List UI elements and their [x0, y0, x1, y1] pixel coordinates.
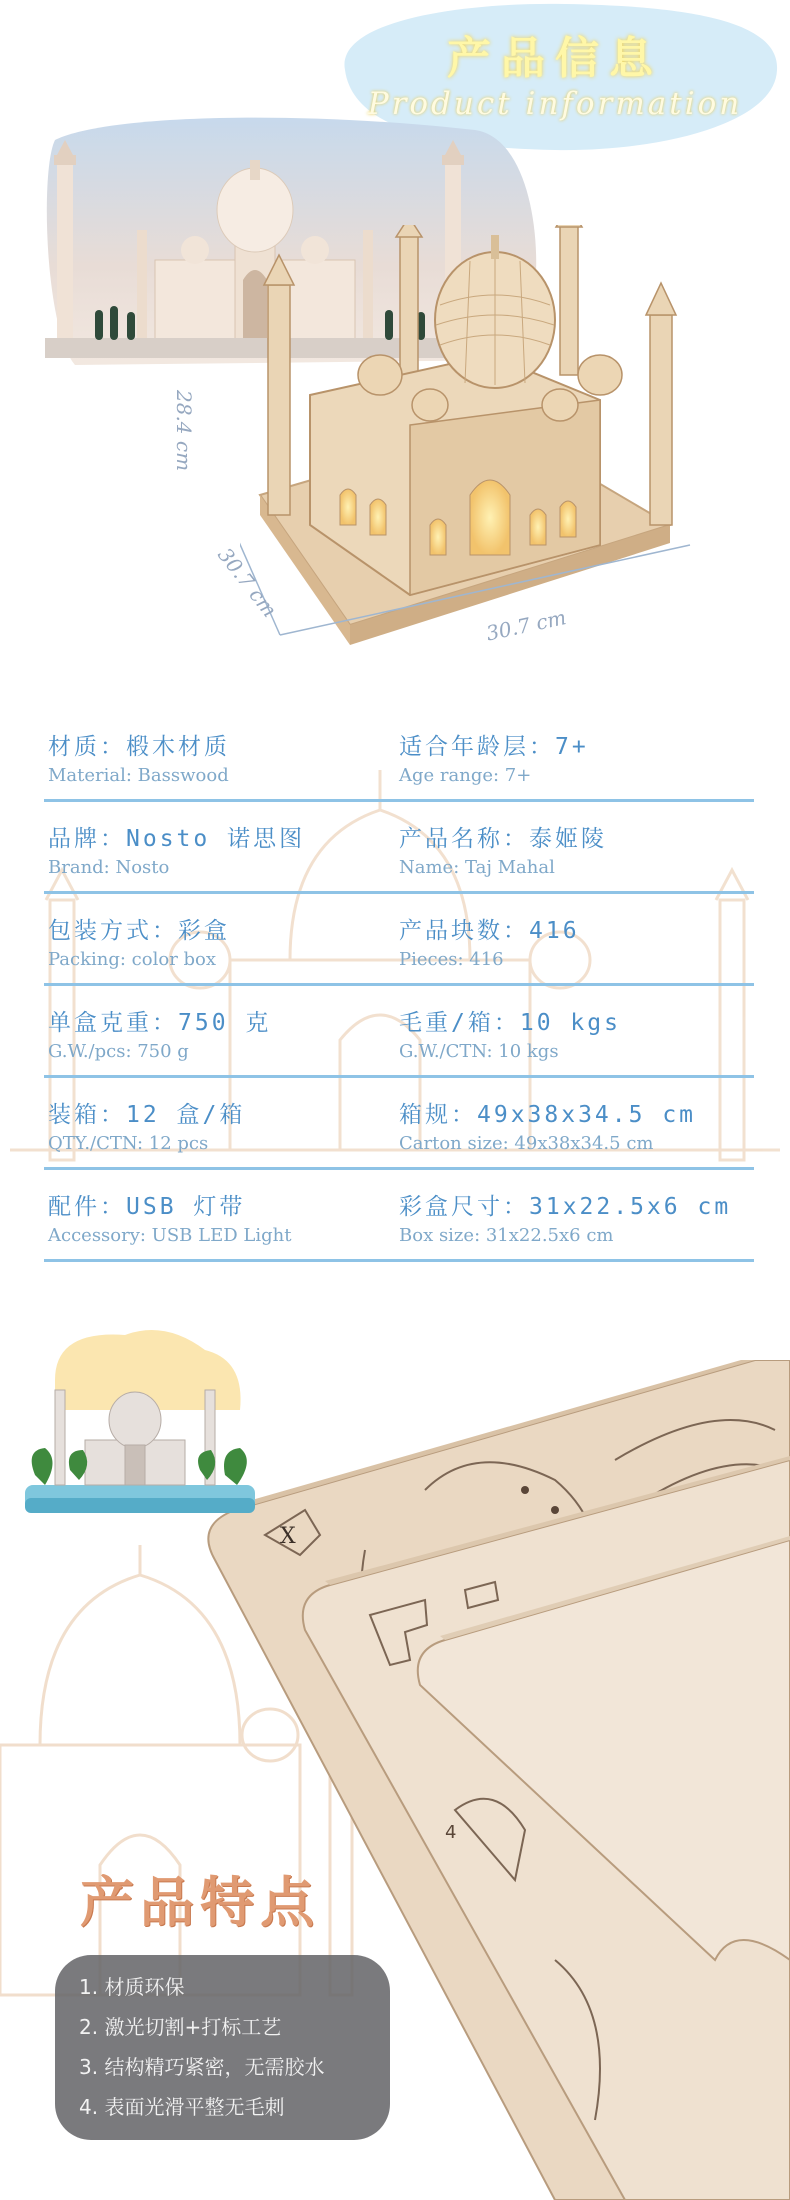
- spec-age-zh: 适合年龄层：7+: [399, 734, 589, 760]
- divider: [44, 1259, 754, 1262]
- features-list: [55, 1955, 390, 2127]
- spec-name-en: Name: Taj Mahal: [399, 857, 555, 878]
- features-title: 产品特点: [80, 1871, 320, 1934]
- spec-carton-size-zh: 箱规：49x38x34.5 cm: [399, 1102, 697, 1128]
- spec-qty-en: QTY./CTN: 12 pcs: [48, 1133, 209, 1154]
- spec-weight-en: G.W./pcs: 750 g: [48, 1041, 189, 1062]
- spec-row-weight: [44, 986, 754, 1078]
- spec-row-brand: [44, 802, 754, 894]
- spec-box-size-zh: 彩盒尺寸：31x22.5x6 cm: [399, 1194, 732, 1220]
- feature-item: 4. 表面光滑平整无毛刺: [79, 2095, 285, 2119]
- spec-brand-zh: 品牌：Nosto 诺思图: [48, 826, 306, 852]
- spec-weight-zh: 单盒克重：750 克: [48, 1010, 272, 1036]
- height-dimension-label: 28.4 cm: [172, 390, 196, 472]
- spec-carton-size-en: Carton size: 49x38x34.5 cm: [399, 1133, 654, 1154]
- taj-mahal-emblem: [15, 1320, 265, 1520]
- header-subtitle: Product information: [367, 86, 743, 122]
- features-box: [55, 1955, 390, 2140]
- feature-item: 3. 结构精巧紧密，无需胶水: [79, 2055, 325, 2079]
- svg-text:X: X: [280, 1524, 296, 1549]
- spec-row-material: [44, 710, 754, 802]
- spec-name-zh: 产品名称：泰姬陵: [399, 826, 607, 852]
- spec-row-accessory: [44, 1170, 754, 1262]
- width-dimension-label: 30.7 cm: [484, 605, 569, 646]
- spec-box-size-en: Box size: 31x22.5x6 cm: [399, 1225, 614, 1246]
- spec-material-en: Material: Basswood: [48, 765, 229, 786]
- header-title: 产品信息: [447, 33, 663, 84]
- spec-accessory-zh: 配件：USB 灯带: [48, 1194, 246, 1220]
- spec-packing-zh: 包装方式：彩盒: [48, 918, 230, 944]
- spec-pieces-en: Pieces: 416: [399, 949, 504, 970]
- wooden-model-image: [240, 225, 700, 655]
- spec-pieces-zh: 产品块数：416: [399, 918, 580, 944]
- svg-text:4: 4: [445, 1822, 457, 1843]
- feature-item: 1. 材质环保: [79, 1975, 185, 1999]
- spec-material-zh: 材质：椴木材质: [48, 734, 230, 760]
- spec-row-carton: [44, 1078, 754, 1170]
- spec-age-en: Age range: 7+: [399, 765, 532, 786]
- spec-row-packing: [44, 894, 754, 986]
- depth-dimension-label: 30.7 cm: [213, 543, 282, 622]
- spec-packing-en: Packing: color box: [48, 949, 217, 970]
- spec-brand-en: Brand: Nosto: [48, 857, 170, 878]
- feature-item: 2. 激光切割+打标工艺: [79, 2015, 282, 2039]
- spec-accessory-en: Accessory: USB LED Light: [48, 1225, 292, 1246]
- spec-gross-weight-en: G.W./CTN: 10 kgs: [399, 1041, 559, 1062]
- spec-gross-weight-zh: 毛重/箱：10 kgs: [399, 1010, 621, 1036]
- spec-qty-zh: 装箱：12 盒/箱: [48, 1102, 246, 1128]
